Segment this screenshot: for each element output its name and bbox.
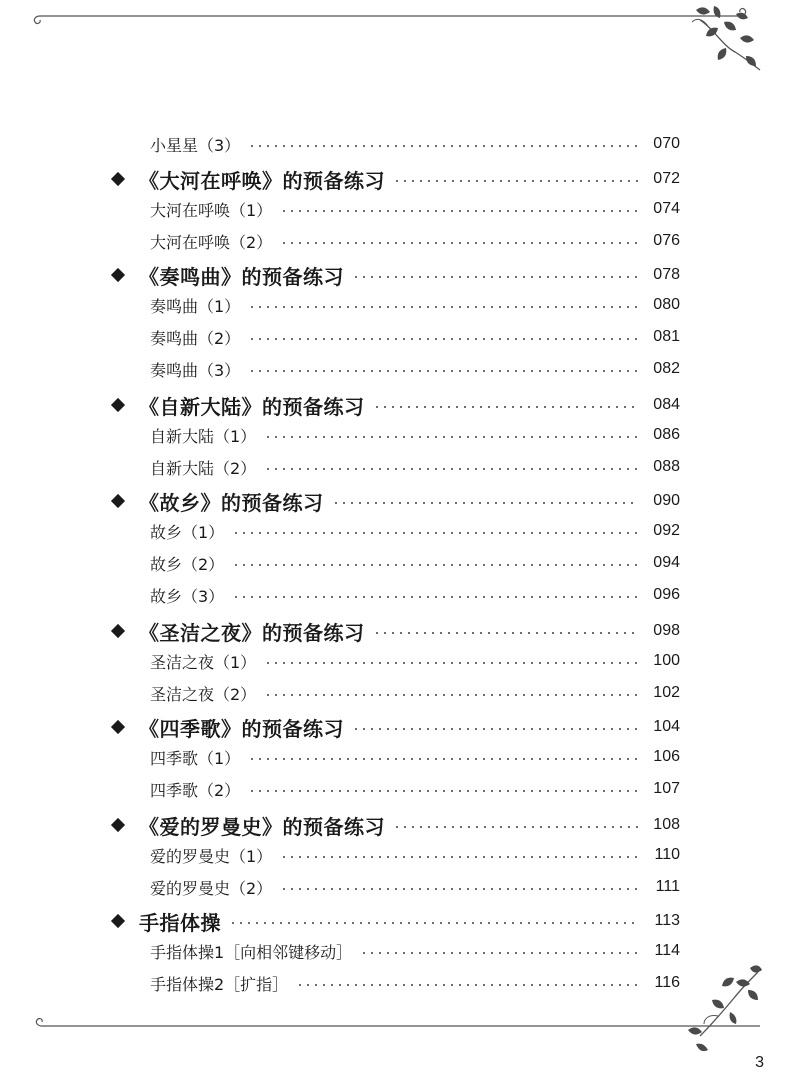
toc-page-number: 100	[653, 652, 680, 669]
toc-label: 手指体操1［向相邻键移动］	[150, 942, 353, 962]
toc-label: 《爱的罗曼史》的预备练习	[139, 814, 385, 839]
dot-leader	[264, 436, 638, 438]
dot-leader	[248, 370, 638, 372]
toc-label: 《奏鸣曲》的预备练习	[139, 264, 344, 289]
toc-label: 《故乡》的预备练习	[139, 490, 324, 515]
page-number: 3	[755, 1054, 764, 1071]
dot-leader	[280, 888, 638, 890]
toc-label: 奏鸣曲（2）	[150, 328, 241, 348]
toc-page-number: 080	[653, 296, 680, 313]
toc-entry[interactable]	[150, 873, 680, 901]
toc-page-number: 111	[655, 878, 680, 895]
diamond-icon	[110, 914, 125, 929]
toc-entry[interactable]	[150, 355, 680, 383]
toc-page-number: 116	[654, 974, 680, 991]
toc-page-number: 110	[654, 846, 680, 863]
toc-entry[interactable]	[150, 743, 680, 771]
dot-leader	[280, 210, 638, 212]
toc-page-number: 084	[653, 396, 680, 413]
toc-page-number: 082	[653, 360, 680, 377]
dot-leader	[360, 952, 638, 954]
toc-section[interactable]	[110, 391, 680, 419]
toc-entry[interactable]	[150, 647, 680, 675]
diamond-icon	[110, 494, 125, 509]
toc-entry[interactable]	[150, 323, 680, 351]
toc-page-number: 107	[653, 780, 680, 797]
toc-section[interactable]	[110, 811, 680, 839]
toc-section[interactable]	[110, 713, 680, 741]
toc-label: 《圣洁之夜》的预备练习	[139, 620, 365, 645]
diamond-icon	[110, 818, 125, 833]
toc-label: 四季歌（1）	[150, 748, 241, 768]
toc-entry[interactable]	[150, 775, 680, 803]
toc-entry[interactable]	[150, 549, 680, 577]
dot-leader	[280, 856, 638, 858]
diamond-icon	[110, 624, 125, 639]
toc-section[interactable]	[110, 261, 680, 289]
dot-leader	[373, 406, 639, 408]
toc-label: 四季歌（2）	[150, 780, 241, 800]
toc-entry[interactable]	[150, 517, 680, 545]
toc-page-number: 078	[653, 266, 680, 283]
toc-entry[interactable]	[150, 195, 680, 223]
toc-label: 手指体操	[139, 910, 221, 935]
toc-entry[interactable]	[150, 130, 680, 158]
toc-entry[interactable]	[150, 291, 680, 319]
toc-page-number: 081	[653, 328, 680, 345]
toc-section[interactable]	[110, 907, 680, 935]
dot-leader	[352, 276, 638, 278]
toc-label: 圣洁之夜（1）	[150, 652, 257, 672]
diamond-icon	[110, 268, 125, 283]
toc-page-number: 074	[653, 200, 680, 217]
toc-label: 《四季歌》的预备练习	[139, 716, 344, 741]
dot-leader	[232, 532, 638, 534]
toc-page-number: 098	[653, 622, 680, 639]
toc-section[interactable]	[110, 487, 680, 515]
dot-leader	[248, 758, 638, 760]
toc-section[interactable]	[110, 165, 680, 193]
dot-leader	[280, 242, 638, 244]
toc-label: 爱的罗曼史（1）	[150, 846, 273, 866]
toc-page-number: 088	[653, 458, 680, 475]
toc-label: 圣洁之夜（2）	[150, 684, 257, 704]
toc-page-number: 070	[653, 135, 680, 152]
dot-leader	[352, 728, 638, 730]
toc-label: 故乡（1）	[150, 522, 225, 542]
dot-leader	[229, 922, 638, 924]
dot-leader	[264, 694, 638, 696]
toc-page-number: 113	[654, 912, 680, 929]
toc-entry[interactable]	[150, 679, 680, 707]
toc-label: 《自新大陆》的预备练习	[139, 394, 365, 419]
dot-leader	[373, 632, 639, 634]
toc-page-number: 072	[653, 170, 680, 187]
toc-label: 故乡（2）	[150, 554, 225, 574]
toc-label: 大河在呼唤（1）	[150, 200, 273, 220]
toc-page-number: 086	[653, 426, 680, 443]
dot-leader	[393, 826, 638, 828]
toc-page-number: 094	[653, 554, 680, 571]
toc-page-number: 102	[653, 684, 680, 701]
toc-label: 奏鸣曲（3）	[150, 360, 241, 380]
toc-entry[interactable]	[150, 969, 680, 997]
toc-label: 奏鸣曲（1）	[150, 296, 241, 316]
toc-page-number: 106	[653, 748, 680, 765]
toc-label: 《大河在呼唤》的预备练习	[139, 168, 385, 193]
dot-leader	[248, 306, 638, 308]
toc-label: 爱的罗曼史（2）	[150, 878, 273, 898]
toc-label: 自新大陆（2）	[150, 458, 257, 478]
dot-leader	[296, 984, 638, 986]
toc-page-number: 090	[653, 492, 680, 509]
diamond-icon	[110, 720, 125, 735]
toc-label: 小星星（3）	[150, 135, 241, 155]
toc-label: 大河在呼唤（2）	[150, 232, 273, 252]
toc-entry[interactable]	[150, 421, 680, 449]
toc-page-number: 092	[653, 522, 680, 539]
dot-leader	[332, 502, 639, 504]
toc-page-number: 096	[653, 586, 680, 603]
toc-entry[interactable]	[150, 937, 680, 965]
dot-leader	[232, 596, 638, 598]
dot-leader	[248, 790, 638, 792]
toc-entry[interactable]	[150, 581, 680, 609]
dot-leader	[393, 180, 638, 182]
toc-page-number: 104	[653, 718, 680, 735]
diamond-icon	[110, 172, 125, 187]
dot-leader	[264, 662, 638, 664]
toc-label: 故乡（3）	[150, 586, 225, 606]
toc-entry[interactable]	[150, 453, 680, 481]
toc-label: 自新大陆（1）	[150, 426, 257, 446]
toc-entry[interactable]	[150, 227, 680, 255]
toc-page-number: 114	[654, 942, 680, 959]
toc-page-number: 076	[653, 232, 680, 249]
dot-leader	[248, 338, 638, 340]
diamond-icon	[110, 398, 125, 413]
dot-leader	[264, 468, 638, 470]
dot-leader	[248, 145, 638, 147]
toc-page-number: 108	[653, 816, 680, 833]
toc-label: 手指体操2［扩指］	[150, 974, 289, 994]
toc-entry[interactable]	[150, 841, 680, 869]
dot-leader	[232, 564, 638, 566]
toc-section[interactable]	[110, 617, 680, 645]
